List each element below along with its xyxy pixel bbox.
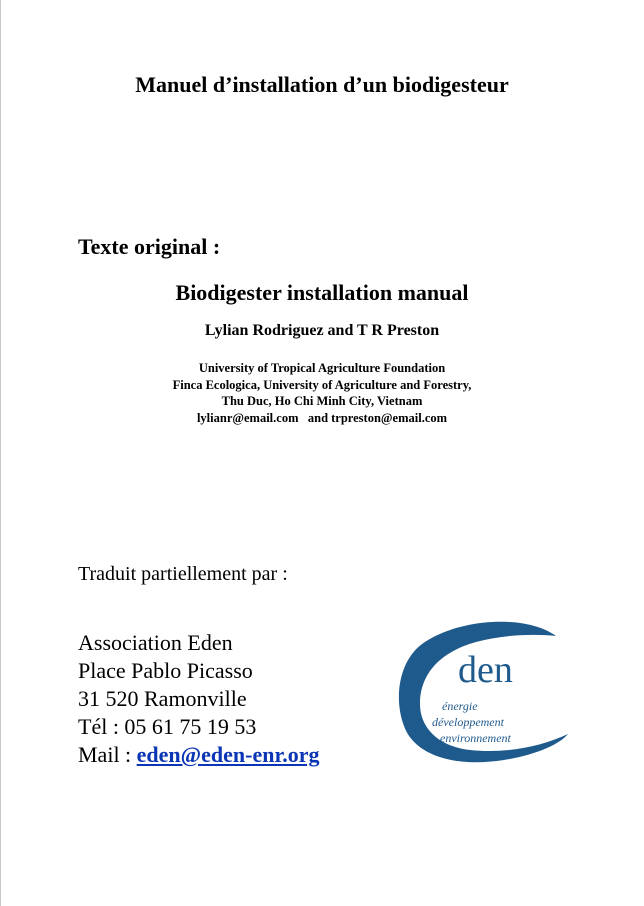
affiliation-block (0, 360, 644, 426)
eden-logo-name: den (458, 649, 513, 691)
original-authors: Lylian Rodriguez and T R Preston (204, 322, 440, 339)
eden-logo-line2: développement (432, 715, 504, 729)
eden-logo-line3: environnement (440, 731, 511, 745)
page-left-edge (0, 0, 1, 906)
org-name: Association Eden (78, 630, 233, 655)
affiliation-emails: lylianr@email.com and trpreston@email.com (196, 410, 448, 425)
original-title: Biodigester installation manual (175, 280, 469, 305)
eden-logo-line1: énergie (442, 699, 478, 713)
eden-logo (396, 618, 572, 768)
mail-label: Mail : (78, 742, 137, 767)
mail-link[interactable]: eden@eden-enr.org (136, 742, 320, 767)
original-text-label: Texte original : (78, 234, 221, 259)
affiliation-line: Finca Ecologica, University of Agriculture and Forestry, (172, 377, 472, 392)
affiliation-line: University of Tropical Agriculture Foundation (198, 361, 446, 375)
address-block (78, 629, 319, 769)
mail-line (78, 741, 319, 769)
phone: Tél : 05 61 75 19 53 (78, 714, 257, 739)
document-title: Manuel d’installation d’un biodigesteur (135, 72, 509, 97)
street: Place Pablo Picasso (78, 658, 253, 683)
translated-by-label: Traduit partiellement par : (78, 563, 288, 585)
affiliation-line: Thu Duc, Ho Chi Minh City, Vietnam (221, 394, 423, 408)
city: 31 520 Ramonville (78, 686, 247, 711)
